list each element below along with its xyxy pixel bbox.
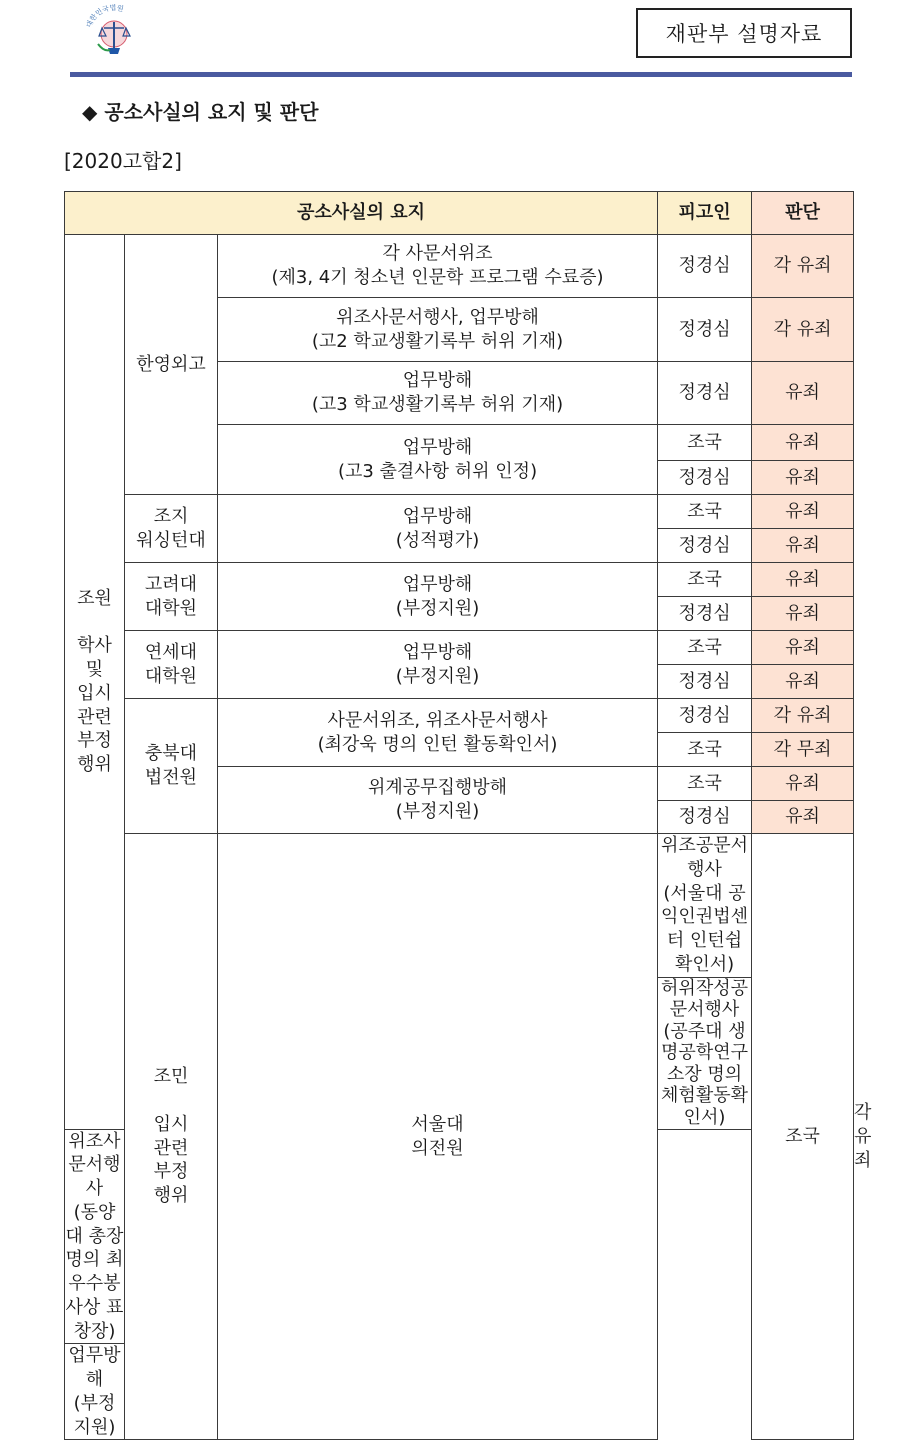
table-row [65,563,854,597]
diamond-bullet-icon: ◆ [82,100,98,124]
table-row: 조민 입시 관련 부정 행위 서울대 의전원 위조공문서행사 (서울대 공익인권법센터 인턴쉽 확인서) 조국 각 유죄 [65,834,854,978]
verdict-cell: 유죄 [752,563,854,597]
header-divider [70,72,852,77]
charge-cell: 업무방해 (성적평가) [218,495,658,563]
group2-label: 조민 입시 관련 부정 행위 [125,834,218,1440]
defendant-cell: 정경심 [658,298,752,362]
school-snu: 서울대 의전원 [218,834,658,1440]
seal-text: 대한민국법원 [84,4,125,29]
table-header-row [65,192,854,235]
defendant-cell: 정경심 [658,801,752,834]
case-number: [2020고합2] [64,149,182,173]
table-row [65,631,854,665]
defendant-cell: 조국 [658,563,752,597]
charge-cell: 업무방해 (부정지원) [218,563,658,631]
charge-cell: 위조사문서행사 (동양대 총장 명의 최우수봉사상 표창장) [65,1129,125,1344]
defendant-cell: 조국 [658,425,752,461]
verdict-cell: 유죄 [752,495,854,529]
court-seal-logo [80,4,148,62]
verdict-cell: 유죄 [752,425,854,461]
charge-cell: 업무방해 (고3 학교생활기록부 허위 기재) [218,362,658,425]
defendant-cell: 조국 [658,767,752,801]
header-summary: 공소사실의 요지 [65,192,658,235]
verdict-cell: 유죄 [752,461,854,495]
verdict-cell: 각 무죄 [752,733,854,767]
document-type-label: 재판부 설명자료 [636,8,852,58]
defendant-cell: 정경심 [658,235,752,298]
table-row [65,495,854,529]
school-chungbuk: 충북대 법전원 [125,699,218,834]
defendant-cell: 조국 [658,733,752,767]
verdict-cell: 유죄 [752,801,854,834]
charge-cell: 업무방해 (부정지원) [218,631,658,699]
section-title-text: 공소사실의 요지 및 판단 [104,100,319,124]
charge-cell: 위계공무집행방해 (부정지원) [218,767,658,834]
defendant-cell: 정경심 [658,597,752,631]
verdict-cell: 유죄 [752,529,854,563]
charge-cell: 업무방해 (고3 출결사항 허위 인정) [218,425,658,495]
section-title [82,96,318,125]
defendant-cell: 조국 [658,495,752,529]
charge-cell: 허위작성공문서행사 (공주대 생명공학연구소장 명의 체험활동확인서) [658,977,752,1129]
defendant-cell: 정경심 [658,665,752,699]
verdict-cell: 유죄 [752,631,854,665]
charge-cell: 업무방해 (부정지원) [65,1344,125,1440]
school-hanyoung: 한영외고 [125,235,218,495]
verdict-cell: 각 유죄 [752,699,854,733]
charge-cell: 사문서위조, 위조사문서행사 (최강욱 명의 인턴 활동확인서) [218,699,658,767]
school-gwu: 조지 워싱턴대 [125,495,218,563]
verdict-cell: 각 유죄 [752,235,854,298]
defendant-cell: 정경심 [658,529,752,563]
defendant-cell: 정경심 [658,461,752,495]
table-row [65,699,854,733]
defendant-cell: 조국 [752,834,854,1440]
charge-cell: 각 사문서위조 (제3, 4기 청소년 인문학 프로그램 수료증) [218,235,658,298]
verdict-cell: 각 유죄 [752,298,854,362]
verdict-cell: 유죄 [752,597,854,631]
defendant-cell: 정경심 [658,362,752,425]
charges-table [64,191,872,1440]
charge-cell: 위조공문서행사 (서울대 공익인권법센터 인턴쉽 확인서) [658,834,752,978]
charge-cell: 위조사문서행사, 업무방해 (고2 학교생활기록부 허위 기재) [218,298,658,362]
header-verdict: 판단 [752,192,854,235]
verdict-cell: 유죄 [752,665,854,699]
verdict-cell: 유죄 [752,362,854,425]
table-row [65,235,854,298]
header-defendant: 피고인 [658,192,752,235]
school-korea: 고려대 대학원 [125,563,218,631]
school-yonsei: 연세대 대학원 [125,631,218,699]
defendant-cell: 정경심 [658,699,752,733]
verdict-cell: 유죄 [752,767,854,801]
defendant-cell: 조국 [658,631,752,665]
group1-label: 조원 학사 및 입시 관련 부정 행위 [65,235,125,1130]
